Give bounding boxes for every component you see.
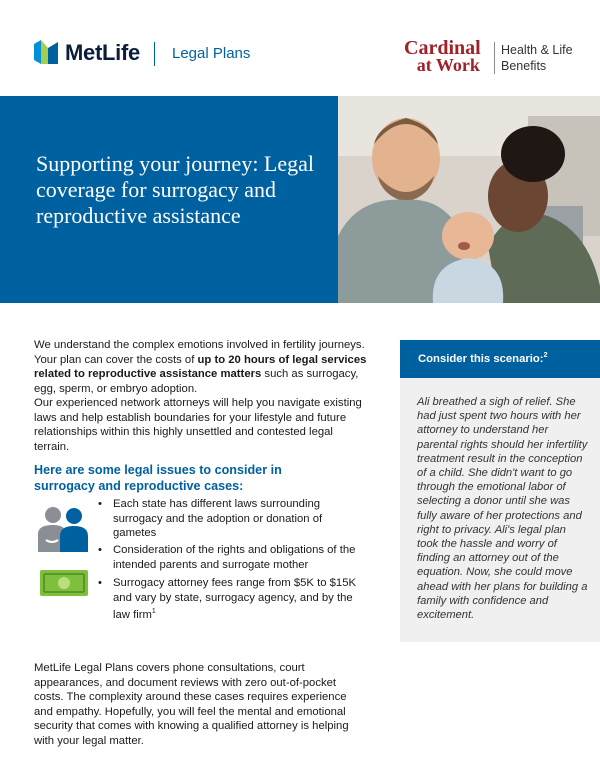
metlife-brand: MetLife [65,40,140,65]
legal-plans-label: Legal Plans [172,45,251,62]
closing-paragraph: MetLife Legal Plans covers phone consultations, court appearances, and document reviews with zero out-of-pocket costs. The complexity around these cases requires experience and empathy. Hopefully, you will feel the mental and emotional security that comes with knowing a qualified attorney is helping with your legal matter. [34,662,349,747]
issue-bullet-3 [98,576,363,623]
issue-bullet-3-text: Surrogacy attorney fees range from $5K to $15K and vary by state, surrogacy agency, and by the law firm [113,577,357,621]
partner-tagline-line2: Benefits [501,59,547,73]
partner-tagline-line1: Health & Life [501,43,573,57]
cardinal-word: Cardinal [404,37,481,59]
issue-bullet-1: • Each state has different laws surrounding surrogacy and the adoption or donation of gametes [98,497,363,541]
metlife-logo-icon [34,40,58,64]
scenario-heading [418,352,547,365]
intro-p1-start: We understand the complex emotions involved in fertility journeys. Your plan can cover the costs of [34,339,365,366]
footnote-1: 1 [151,608,156,616]
at-work-word: at Work [416,55,480,75]
intro-paragraph-1 [34,338,368,396]
partner-divider [494,42,495,74]
intro-p1-bold: up to 20 hours of legal services related to reproductive assistance matters [34,353,367,381]
page-header [0,0,600,96]
intro-p1-end: such as surrogacy, egg, sperm, or embryo adoption. [34,368,359,395]
intro-paragraph-2: Our experienced network attorneys will help you navigate existing laws and help establish boundaries for your lifestyle and future relationships within this highly unsettled and contested legal terrain. [34,397,362,453]
cardinal-at-work-logo [404,37,481,75]
issue-bullet-2: • Consideration of the rights and obligations of the intended parents and surrogate mother [98,543,363,572]
hero-title: Supporting your journey: Legal coverage for surrogacy and reproductive assistance [36,151,315,228]
footnote-2: 2 [543,352,548,359]
family-with-baby-photo [338,96,600,303]
issues-heading: Here are some legal issues to consider in surrogacy and reproductive cases: [34,463,282,493]
scenario-heading-text: Consider this scenario: [418,352,544,365]
scenario-text: Ali breathed a sigh of relief. She had just spent two hours with her attorney to understand her parental rights should her infertility treatment result in the conception of a child. She didn't want to go through the emotional labor of selecting a donor until she was fully aware of her protections and right to privacy. Ali's legal plan took the hassle and worry of finding an attorney out of the equation. Now, she could move ahead with her plans for building a family with confidence and excitement. [417,396,588,622]
people-icon [36,506,90,552]
header-divider [154,42,155,66]
cash-icon [38,568,90,598]
partner-tagline [501,42,573,74]
